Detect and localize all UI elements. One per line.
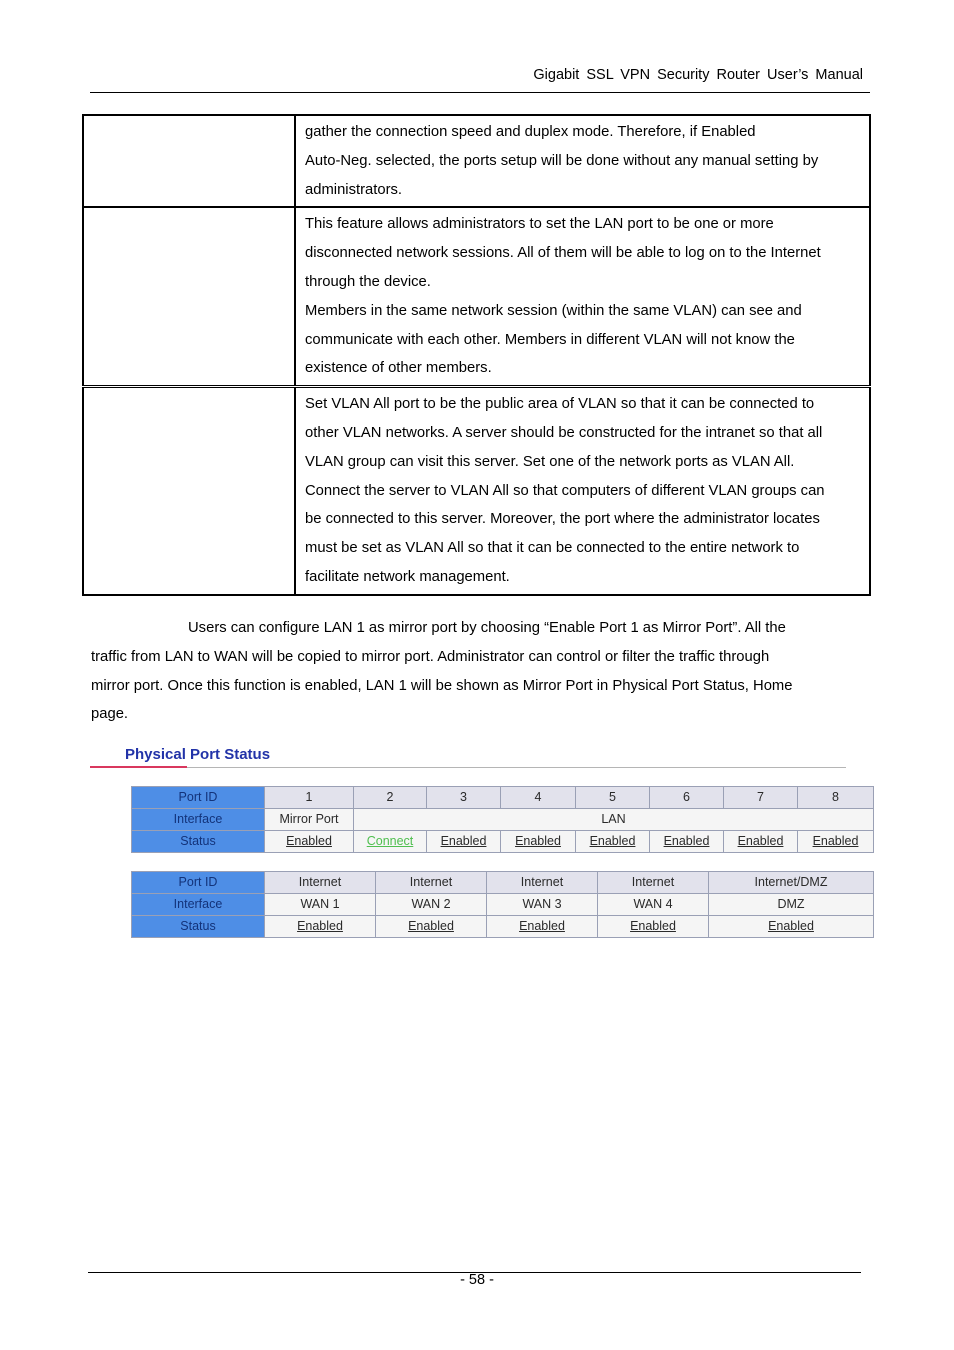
interface-row	[132, 894, 874, 916]
description-line: through the device.	[305, 273, 431, 290]
port-id-cell: Internet	[598, 872, 709, 894]
description-line: Auto-Neg. selected, the ports setup will be done without any manual setting by	[305, 152, 819, 169]
port-id-cell: 3	[427, 787, 501, 809]
row-label-port-id: Port ID	[132, 872, 265, 894]
description-line: gather the connection speed and duplex mode. Therefore, if Enabled	[305, 124, 756, 140]
description-line: Connect the server to VLAN All so that computers of different VLAN groups can	[305, 482, 825, 499]
row-label-port-id: Port ID	[132, 787, 265, 809]
lan-port-status-table	[131, 786, 874, 853]
description-text-cell	[295, 207, 870, 386]
description-line: administrators.	[305, 181, 403, 198]
status-link-wan-1[interactable]: Enabled	[297, 919, 343, 933]
port-id-row	[132, 787, 874, 809]
description-line: facilitate network management.	[305, 568, 510, 585]
interface-row	[132, 809, 874, 831]
description-line: Set VLAN All port to be the public area of VLAN so that it can be connected to	[305, 396, 815, 413]
port-id-cell: 5	[576, 787, 650, 809]
description-line: VLAN group can visit this server. Set one of the network ports as VLAN All.	[305, 453, 795, 470]
port-id-cell: 4	[501, 787, 576, 809]
description-line: disconnected network sessions. All of them will be able to log on to the Internet	[305, 245, 821, 262]
description-row	[83, 207, 870, 386]
description-text-cell	[295, 387, 870, 595]
port-id-cell: Internet	[487, 872, 598, 894]
status-link-port-5[interactable]: Enabled	[589, 834, 636, 848]
header-title: Gigabit SSL VPN Security Router User’s Manual	[533, 67, 863, 83]
description-line: Members in the same network session (within the same VLAN) can see and	[305, 302, 802, 319]
interface-cell-mirror-port: Mirror Port	[265, 809, 354, 831]
row-label-interface: Interface	[132, 809, 265, 831]
port-id-row	[132, 872, 874, 894]
port-id-cell: Internet	[376, 872, 487, 894]
status-row	[132, 831, 874, 853]
description-table	[82, 114, 871, 596]
page-number: - 58 -	[460, 1272, 494, 1288]
paragraph-line: page.	[91, 706, 129, 723]
paragraph-line: mirror port. Once this function is enabled, LAN 1 will be shown as Mirror Port in Physical Port Status, Home	[91, 677, 793, 694]
status-row	[132, 916, 874, 938]
paragraph-line: Users can configure LAN 1 as mirror port by choosing “Enable Port 1 as Mirror Port”. All the	[188, 620, 786, 636]
status-link-wan-2[interactable]: Enabled	[408, 919, 454, 933]
status-link-port-8[interactable]: Enabled	[812, 834, 859, 848]
status-link-wan-3[interactable]: Enabled	[519, 919, 565, 933]
description-line: be connected to this server. Moreover, the port where the administrator locates	[305, 511, 820, 528]
status-link-port-1[interactable]: Enabled	[286, 834, 332, 848]
status-link-port-3[interactable]: Enabled	[440, 834, 487, 848]
description-term-cell	[83, 207, 295, 386]
port-id-cell: 2	[354, 787, 427, 809]
status-link-wan-4[interactable]: Enabled	[630, 919, 676, 933]
header-divider	[90, 92, 870, 93]
interface-cell: WAN 2	[376, 894, 487, 916]
description-text-cell	[295, 115, 870, 207]
port-id-cell: Internet/DMZ	[709, 872, 874, 894]
status-link-port-4[interactable]: Enabled	[515, 834, 561, 848]
description-term-cell	[83, 115, 295, 207]
row-label-interface: Interface	[132, 894, 265, 916]
paragraph-line: traffic from LAN to WAN will be copied to mirror port. Administrator can control or filter the traffic through	[91, 648, 770, 665]
title-underline	[187, 767, 846, 768]
interface-cell-lan: LAN	[354, 809, 874, 831]
port-id-cell: 8	[798, 787, 874, 809]
status-link-dmz[interactable]: Enabled	[768, 919, 814, 933]
physical-port-status-title: Physical Port Status	[125, 746, 271, 763]
port-id-cell: 1	[265, 787, 354, 809]
description-line: This feature allows administrators to set the LAN port to be one or more	[305, 216, 774, 233]
port-id-cell: Internet	[265, 872, 376, 894]
description-row	[83, 115, 870, 207]
interface-cell: WAN 4	[598, 894, 709, 916]
description-line: other VLAN networks. A server should be constructed for the intranet so that all	[305, 424, 823, 441]
description-line: communicate with each other. Members in different VLAN will not know the	[305, 331, 795, 348]
row-label-status: Status	[132, 916, 265, 938]
status-link-port-6[interactable]: Enabled	[663, 834, 710, 848]
description-line: existence of other members.	[305, 360, 492, 377]
description-line: must be set as VLAN All so that it can be connected to the entire network to	[305, 540, 800, 557]
title-underline-accent	[90, 766, 187, 768]
port-id-cell: 6	[650, 787, 724, 809]
row-label-status: Status	[132, 831, 265, 853]
port-id-cell: 7	[724, 787, 798, 809]
interface-cell: DMZ	[709, 894, 874, 916]
status-link-port-7[interactable]: Enabled	[737, 834, 784, 848]
interface-cell: WAN 1	[265, 894, 376, 916]
wan-port-status-table	[131, 871, 874, 938]
mirror-port-paragraph	[91, 614, 871, 729]
description-term-cell	[83, 387, 295, 595]
interface-cell: WAN 3	[487, 894, 598, 916]
status-link-port-2[interactable]: Connect	[366, 834, 414, 848]
description-row	[83, 387, 870, 595]
